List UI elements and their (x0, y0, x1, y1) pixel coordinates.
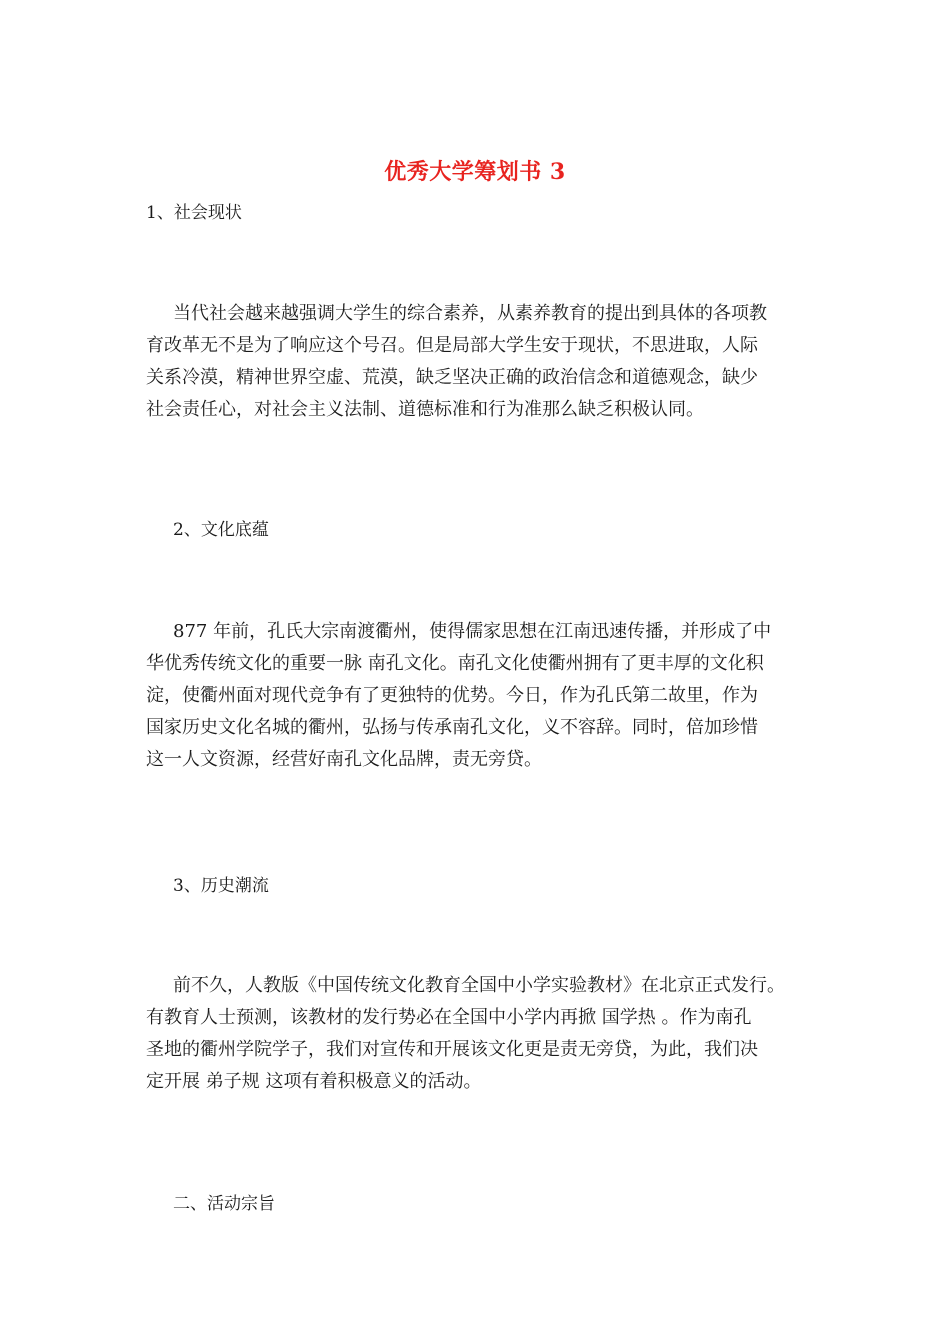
paragraph-line: 关系冷漠，精神世界空虚、荒漠，缺乏坚决正确的政治信念和道德观念，缺少 (146, 367, 758, 388)
paragraph-line: 定开展 弟子规 这项有着积极意义的活动。 (146, 1071, 482, 1092)
section-paragraph (146, 616, 771, 776)
section-heading: 2、文化底蕴 (173, 520, 269, 540)
paragraph-line: 华优秀传统文化的重要一脉 南孔文化。南孔文化使衢州拥有了更丰厚的文化积 (146, 653, 764, 674)
paragraph-line: 育改革无不是为了响应这个号召。但是局部大学生安于现状，不思进取，人际 (146, 335, 758, 356)
paragraph-line: 淀，使衢州面对现代竞争有了更独特的优势。今日，作为孔氏第二故里，作为 (146, 685, 758, 706)
document-title: 优秀大学筹划书 3 (384, 159, 566, 185)
paragraph-line: 前不久，人教版《中国传统文化教育全国中小学实验教材》在北京正式发行。 (173, 975, 785, 996)
paragraph-line: 有教育人士预测，该教材的发行势必在全国中小学内再掀 国学热 。作为南孔 (146, 1007, 752, 1028)
paragraph-line: 当代社会越来越强调大学生的综合素养，从素养教育的提出到具体的各项教 (173, 303, 767, 324)
paragraph-line: 这一人文资源，经营好南孔文化品牌，责无旁贷。 (146, 749, 542, 770)
section-heading: 二、活动宗旨 (173, 1194, 275, 1214)
section-paragraph (146, 970, 785, 1098)
section-paragraph (146, 298, 767, 426)
paragraph-line: 圣地的衢州学院学子，我们对宣传和开展该文化更是责无旁贷，为此，我们决 (146, 1039, 758, 1060)
section-heading: 3、历史潮流 (173, 876, 269, 896)
paragraph-line: 877 年前，孔氏大宗南渡衢州，使得儒家思想在江南迅速传播，并形成了中 (173, 621, 772, 642)
paragraph-line: 国家历史文化名城的衢州，弘扬与传承南孔文化，义不容辞。同时，倍加珍惜 (146, 717, 758, 738)
paragraph-line: 社会责任心，对社会主义法制、道德标准和行为准那么缺乏积极认同。 (146, 399, 704, 420)
section-heading: 1、社会现状 (146, 203, 242, 223)
